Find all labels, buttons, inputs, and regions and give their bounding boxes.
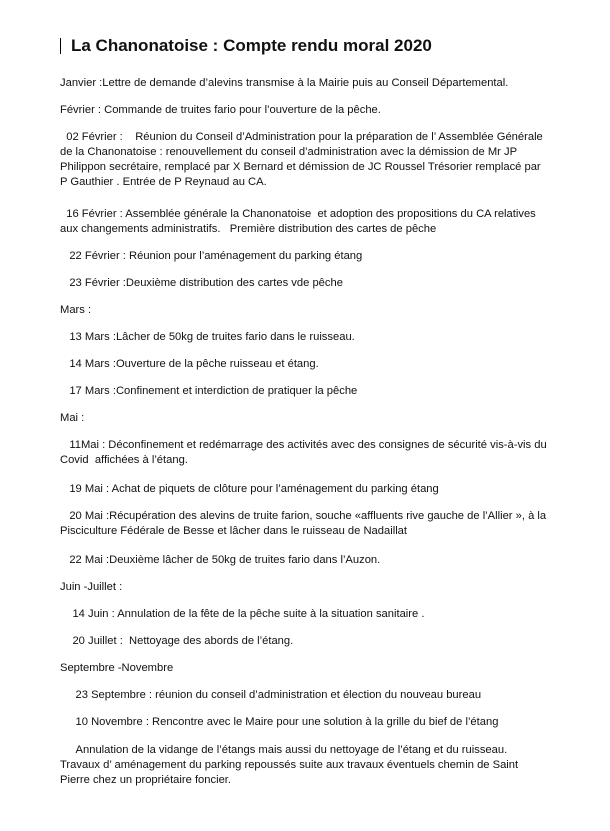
paragraph-23-septembre: 23 Septembre : réunion du conseil d’administration et élection du nouveau bureau (60, 689, 482, 701)
paragraph-16-fevrier: 16 Février : Assemblée générale la Chanonatoise et adoption des propositions du CA relatives aux changements administratifs. Première distribution des cartes de pêche (60, 208, 539, 235)
paragraph-02-fevrier: 02 Février : Réunion du Conseil d’Administration pour la préparation de l’ Assemblée Générale de la Chanonatoise : renouvellement du conseil d’administration avec la démission de Mr JP Philippon secrétaire, remplacé par X Bernard et démission de JC Roussel Trésorier remplacé par P Gauthier . Entrée de P Reynaud au CA. (60, 131, 546, 188)
paragraph-10-novembre: 10 Novembre : Rencontre avec le Maire pour une solution à la grille du bief de l’étang (60, 716, 499, 728)
paragraph-mars: Mars : (60, 304, 92, 316)
paragraph-14-mars: 14 Mars :Ouverture de la pêche ruisseau et étang. (60, 358, 319, 370)
paragraph-11-mai: 11Mai : Déconfinement et redémarrage des activités avec des consignes de sécurité vis-à-vis du Covid affichées à l’étang. (60, 439, 550, 466)
paragraph-13-mars: 13 Mars :Lâcher de 50kg de truites fario dans le ruisseau. (60, 331, 355, 343)
paragraph-23-fevrier: 23 Février :Deuxième distribution des cartes vde pêche (60, 277, 343, 289)
paragraph-juin-juillet: Juin -Juillet : (60, 581, 123, 593)
paragraph-20-juillet: 20 Juillet : Nettoyage des abords de l’étang. (60, 635, 294, 647)
paragraph-22-fevrier: 22 Février : Réunion pour l’aménagement du parking étang (60, 250, 363, 262)
paragraph-20-mai: 20 Mai :Récupération des alevins de truite farion, souche «affluents rive gauche de l’Allier », à la Pisciculture Fédérale de Besse et lâcher dans le ruisseau de Nadaillat (60, 510, 550, 537)
paragraph-19-mai: 19 Mai : Achat de piquets de clôture pour l’aménagement du parking étang (60, 483, 439, 495)
paragraph-fevrier: Février : Commande de truites fario pour l’ouverture de la pêche. (60, 104, 381, 116)
paragraph-septembre-novembre: Septembre -Novembre (60, 662, 174, 674)
title-row (60, 36, 432, 56)
paragraph-22-mai: 22 Mai :Deuxième lâcher de 50kg de truites fario dans l’Auzon. (60, 554, 381, 566)
paragraph-janvier: Janvier :Lettre de demande d’alevins transmise à la Mairie puis au Conseil Départemental. (60, 77, 509, 89)
paragraph-annulation: Annulation de la vidange de l’étangs mais aussi du nettoyage de l’étang et du ruisseau. Travaux d’ aménagement du parking repoussés suite aux travaux éventuels chemin de Saint Pierre chez un propriétaire foncier. (60, 744, 522, 786)
document-title: La Chanonatoise : Compte rendu moral 2020 (71, 36, 432, 55)
paragraph-mai: Mai : (60, 412, 85, 424)
paragraph-14-juin: 14 Juin : Annulation de la fête de la pêche suite à la situation sanitaire . (60, 608, 425, 620)
paragraph-17-mars: 17 Mars :Confinement et interdiction de pratiquer la pêche (60, 385, 358, 397)
text-cursor (60, 38, 61, 54)
